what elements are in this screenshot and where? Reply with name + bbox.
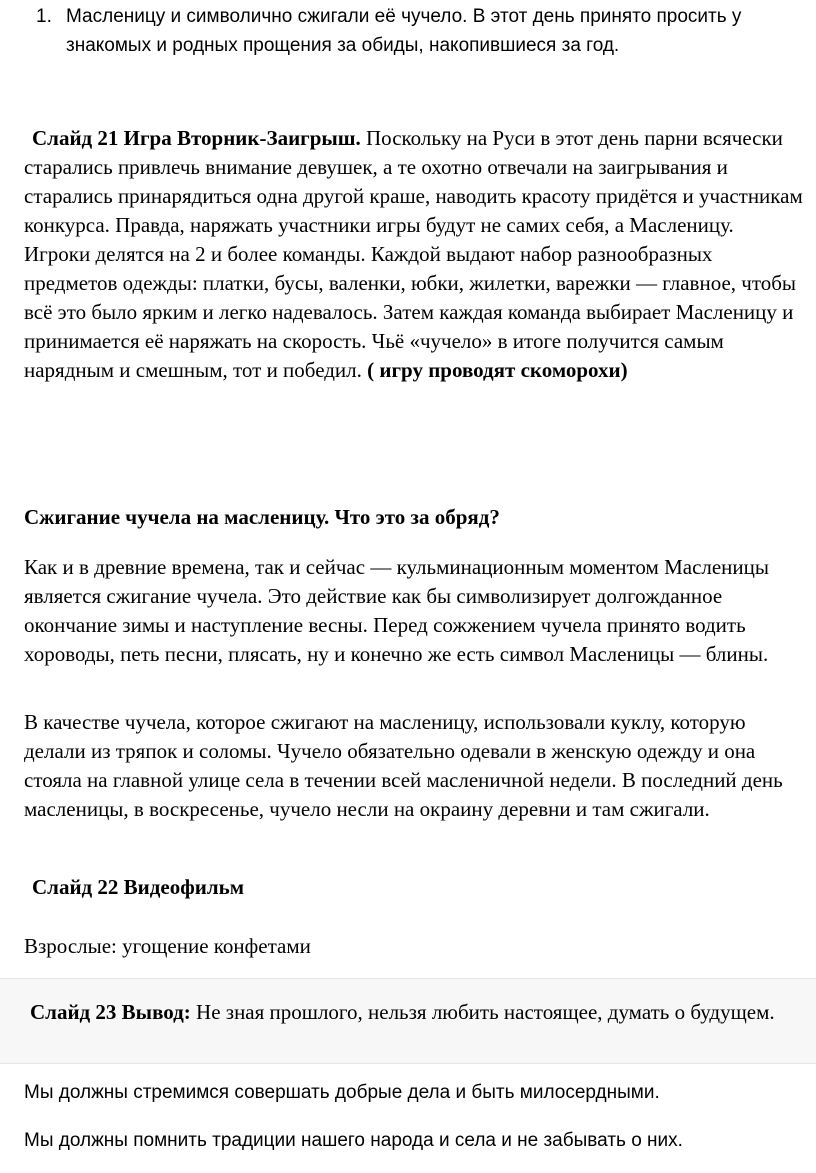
slide-22-block xyxy=(24,873,804,902)
slide-23-body: Не зная прошлого, нельзя любить настоящее, думать о будущем. xyxy=(190,1000,775,1024)
slide-21-body: Поскольку на Руси в этот день парни всячески старались привлечь внимание девушек, а те охотно отвечали на заигрывания и старались принарядиться одна другой краше, наводить красоту придётся и участникам конкурса. Правда, наряжать участники игры будут не самих себя, а Масленицу. Игроки делятся на 2 и более команды. Каждой выдают набор разнообразных предметов одежды: платки, бусы, валенки, юбки, жилетки, варежки — главное, чтобы всё это было ярким и легко надевалось. Затем каждая команда выбирает Масленицу и принимается её наряжать на скорость. Чьё «чучело» в итоге получится самым нарядным и смешным, тот и победил. xyxy=(24,126,803,382)
slide-23-title: Слайд 23 Вывод: xyxy=(30,1000,191,1024)
burning-heading-block xyxy=(24,503,804,532)
conclusion-line-1: Мы должны стремимся совершать добрые дела и быть милосердными. xyxy=(24,1082,660,1103)
list-number: 1. xyxy=(36,6,52,27)
burning-paragraph-1: Как и в древние времена, так и сейчас — кульминационным моментом Масленицы является сжигание чучела. Это действие как бы символизирует долгожданное окончание зимы и наступление весны. Перед сожжением чучела принято водить хороводы, петь песни, плясать, ну и конечно же есть символ Масленицы — блины. xyxy=(24,555,770,666)
slide-21-title: Слайд 21 Игра Вторник-Заигрыш. xyxy=(32,126,361,150)
numbered-list-item xyxy=(24,2,804,60)
list-item-text: Масленицу и символично сжигали её чучело. В этот день принято просить у знакомых и родных прощения за обиды, накопившиеся за год. xyxy=(66,6,742,56)
burning-heading: Сжигание чучела на масленицу. Что это за обряд? xyxy=(24,505,500,529)
slide-23-paragraph xyxy=(24,998,784,1027)
burning-paragraph-2: В качестве чучела, которое сжигают на масленицу, использовали куклу, которую делали из тряпок и соломы. Чучело обязательно одевали в женскую одежду и она стояла на главной улице села в течении всей масленичной недели. В последний день масленицы, в воскресенье, чучело несли на окраину деревни и там сжигали. xyxy=(24,710,783,821)
slide-22-title: Слайд 22 Видеофильм xyxy=(32,875,245,899)
adults-line: Взрослые: угощение конфетами xyxy=(24,934,311,958)
slide-21-paragraph xyxy=(24,124,804,385)
slide-21-note: ( игру проводят скоморохи) xyxy=(367,358,628,382)
conclusion-line-2: Мы должны помнить традиции нашего народа и села и не забывать о них. xyxy=(24,1130,683,1151)
